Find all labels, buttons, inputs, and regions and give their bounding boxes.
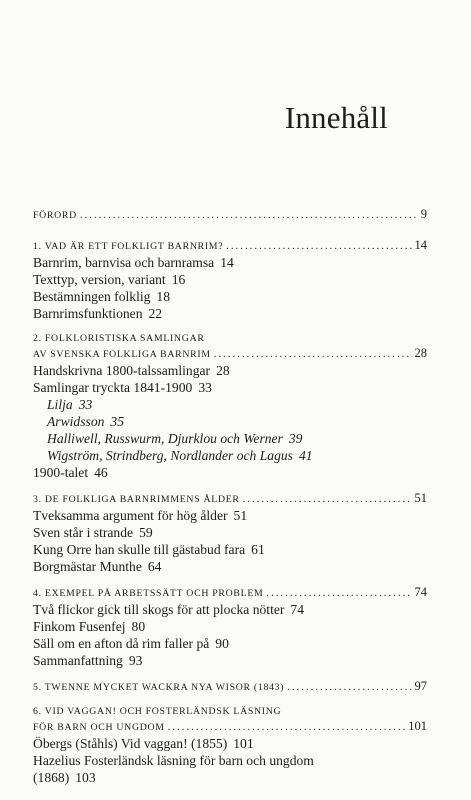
toc-title: Samlingar tryckta 1841-1900: [33, 380, 193, 395]
toc-page-number: 35: [110, 414, 125, 429]
toc-line: [33, 396, 427, 413]
toc-page-number: 51: [414, 491, 427, 505]
toc-line: [33, 332, 427, 346]
dot-leader: [243, 493, 412, 507]
toc-page-number: 90: [215, 636, 229, 651]
toc-page-number: 22: [148, 306, 163, 321]
toc-title: Hazelius Fosterländsk läsning för barn och ungdom: [33, 753, 314, 768]
toc-line: [33, 464, 427, 481]
toc-page-number: 97: [414, 679, 427, 693]
toc-line: [33, 752, 427, 769]
toc-line: [33, 524, 427, 541]
toc-page-number: 14: [220, 255, 234, 270]
toc-line: [33, 635, 427, 652]
toc-line: [33, 541, 427, 558]
toc-page-number: 103: [75, 770, 96, 785]
toc-title: Handskrivna 1800-talssamlingar: [33, 363, 211, 378]
toc-title: 2. FOLKLORISTISKA SAMLINGAR: [33, 333, 205, 344]
toc-line: [33, 413, 427, 430]
toc-page-number: 74: [414, 585, 427, 599]
toc-title: FÖR BARN OCH UNGDOM: [33, 722, 165, 733]
toc-line: [33, 238, 427, 254]
toc-line: [33, 507, 427, 524]
toc-page-number: 41: [298, 448, 313, 463]
toc-line: [33, 719, 427, 735]
toc-title: Halliwell, Russwurm, Djurklou och Werner: [47, 431, 283, 446]
toc-line: [33, 735, 427, 752]
toc-title: Borgmästar Munthe: [33, 559, 142, 574]
toc-line: [33, 618, 427, 635]
toc-line: [33, 679, 427, 695]
toc-line: [33, 362, 427, 379]
toc-line: [33, 652, 427, 669]
toc-title: Sammanfattning: [33, 653, 123, 668]
toc-line: [33, 491, 427, 507]
toc-title: 6. VID VAGGAN! OCH FOSTERLÄNDSK LÄSNING: [33, 706, 282, 717]
toc-title: 5. TWENNE MYCKET WACKRA NYA WISOR (1843): [33, 682, 285, 693]
page-title: Innehåll: [284, 100, 388, 135]
toc-page-number: 101: [233, 736, 254, 751]
toc-page-number: 61: [251, 542, 265, 557]
dot-leader: [226, 240, 411, 254]
toc-line: [33, 305, 427, 322]
toc-page-number: 18: [156, 289, 171, 304]
toc-title: Texttyp, version, variant: [33, 272, 166, 287]
toc-title: AV SVENSKA FOLKLIGA BARNRIM: [33, 349, 211, 360]
toc-title: Två flickor gick till skogs för att plocka nötter: [33, 602, 285, 617]
dot-leader: [80, 209, 418, 223]
toc-title: FÖRORD: [33, 210, 77, 221]
toc-title: Barnrim, barnvisa och barnramsa: [33, 255, 215, 270]
toc-line: [33, 447, 427, 464]
toc-line: [33, 346, 427, 362]
toc-page-number: 80: [131, 619, 146, 634]
toc-title: Barnrimsfunktionen: [33, 306, 143, 321]
toc-title: Kung Orre han skulle till gästabud fara: [33, 542, 246, 557]
toc-line: [33, 558, 427, 575]
toc-line: [33, 379, 427, 396]
toc-page-number: 9: [420, 207, 427, 221]
toc-title: Bestämningen folklig: [33, 289, 151, 304]
toc-page-number: 39: [288, 431, 303, 446]
toc-title: 1. VAD ÄR ETT FOLKLIGT BARNRIM?: [33, 241, 224, 252]
dot-leader: [266, 587, 411, 601]
toc-page-number: 74: [290, 602, 305, 617]
toc-title: (1868): [33, 770, 70, 785]
toc-title: Säll om en afton då rim faller på: [33, 636, 210, 651]
toc-page-number: 16: [171, 272, 186, 287]
toc-line: [33, 769, 427, 786]
toc-page-number: 51: [233, 508, 248, 523]
toc-line: [33, 430, 427, 447]
toc-title: Sven står i strande: [33, 525, 134, 540]
toc-title: 4. EXEMPEL PÅ ARBETSSÄTT OCH PROBLEM: [33, 588, 264, 599]
toc-page-number: 64: [147, 559, 162, 574]
toc-line: [33, 207, 427, 223]
toc-title: Wigström, Strindberg, Nordlander och Lagus: [47, 448, 293, 463]
toc-page-number: 33: [78, 397, 93, 412]
toc-title: Lilja: [47, 397, 73, 412]
toc-page-number: 93: [128, 653, 143, 668]
dot-leader: [168, 721, 406, 735]
dot-leader: [287, 681, 411, 695]
toc-title: 3. DE FOLKLIGA BARNRIMMENS ÅLDER: [33, 494, 240, 505]
toc-title: 1900-talet: [33, 465, 89, 480]
toc-title: Arwidsson: [47, 414, 105, 429]
toc-page-number: 101: [408, 719, 427, 733]
dot-leader: [214, 348, 412, 362]
toc-page-number: 28: [216, 363, 230, 378]
toc-title: Öbergs (Ståhls) Vid vaggan! (1855): [33, 736, 228, 751]
toc-page-number: 46: [94, 465, 108, 480]
toc-line: [33, 585, 427, 601]
toc-line: [33, 288, 427, 305]
toc-line: [33, 705, 427, 719]
toc-title: Tveksamma argument för hög ålder: [33, 508, 228, 523]
toc-page-number: 28: [414, 346, 427, 360]
toc-page-number: 14: [414, 238, 427, 252]
toc-line: [33, 271, 427, 288]
toc-line: [33, 254, 427, 271]
toc-title: Finkom Fusenfej: [33, 619, 126, 634]
table-of-contents: [33, 207, 427, 786]
toc-page-number: 33: [198, 380, 212, 395]
toc-page-number: 59: [139, 525, 153, 540]
toc-line: [33, 601, 427, 618]
